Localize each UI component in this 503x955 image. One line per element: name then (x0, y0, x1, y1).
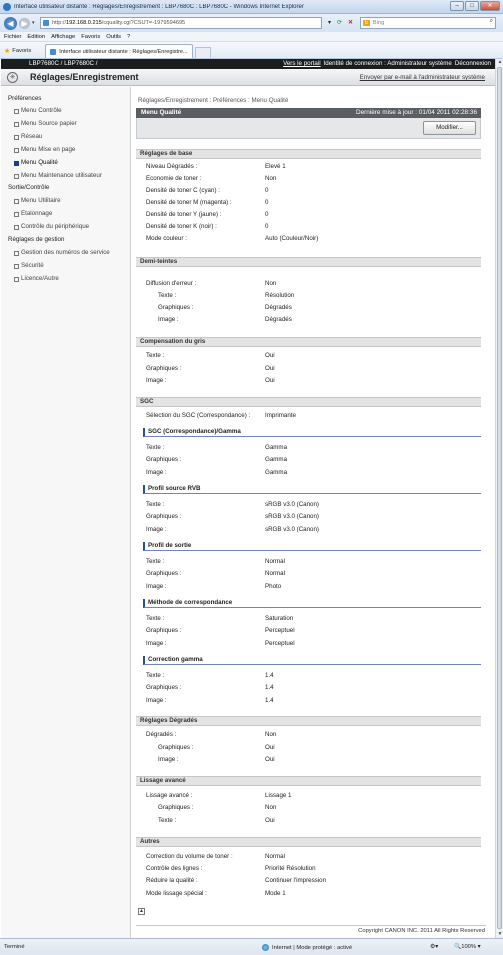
address-path: /cquality.cgi?CSUT=-1979594695 (101, 20, 186, 26)
favorites-label: Favoris (12, 48, 32, 54)
section-reglages-degrades: Réglages Dégradés (136, 716, 481, 726)
subsection-profil-source-rvb: Profil source RVB (143, 485, 481, 494)
sidebar (1, 87, 131, 938)
menu-help[interactable]: ? (127, 33, 131, 40)
row-value: Non (265, 804, 277, 811)
row-value: Gamma (265, 456, 288, 463)
subsection-correction-gamma: Correction gamma (143, 656, 481, 665)
row-value: Oui (265, 756, 275, 763)
row-value: 0 (265, 211, 269, 218)
row-label: Densité de toner M (magenta) : (146, 199, 232, 206)
row-value: 1.4 (265, 672, 274, 679)
row-value: Non (265, 731, 277, 738)
address-prefix: http:// (52, 20, 66, 26)
subsection-profil-sortie: Profil de sortie (143, 542, 481, 551)
sidebar-item-menu-utilitaire[interactable]: Menu Utilitaire (21, 197, 61, 204)
favorites-button[interactable] (4, 44, 31, 58)
row-label: Graphiques : (146, 513, 182, 520)
row-label: Image : (146, 640, 167, 647)
row-label: Texte : (146, 444, 165, 451)
row-value: Photo (265, 583, 282, 590)
sidebar-item-securite[interactable]: Sécurité (21, 262, 44, 269)
browser-tab[interactable] (45, 44, 193, 58)
section-autres: Autres (136, 837, 481, 847)
menu-bar (0, 32, 503, 42)
status-text: Terminé (4, 944, 25, 950)
row-value: Lissage 1 (265, 792, 292, 799)
address-dropdown-icon[interactable]: ▾ (328, 20, 332, 26)
row-label: Image : (158, 756, 179, 763)
row-label: Texte : (146, 672, 165, 679)
minimize-icon[interactable]: – (450, 1, 464, 11)
row-value: Gamma (265, 444, 288, 451)
row-value: Oui (265, 352, 275, 359)
maximize-icon[interactable]: □ (465, 1, 479, 11)
window-title: Interface utilisateur distante : Réglages/Enregistrement : LBP7680C : LBP7680C - Windows Internet Explorer (14, 3, 304, 10)
row-value: Normal (265, 570, 285, 577)
row-value: Non (265, 175, 277, 182)
row-label: Densité de toner K (noir) : (146, 223, 217, 230)
menu-tools[interactable]: Outils (106, 33, 122, 40)
tab-label: Interface utilisateur distante : Réglages/Enregistre... (59, 48, 188, 55)
subsection-methode-correspondance: Méthode de correspondance (143, 599, 481, 608)
sidebar-item-reseau[interactable]: Réseau (21, 133, 43, 140)
menu-edit[interactable]: Edition (27, 33, 46, 40)
section-sgc: SGC (136, 397, 481, 407)
row-label: Mode couleur : (146, 235, 187, 242)
sidebar-item-menu-maintenance[interactable]: Menu Maintenance utilisateur (21, 172, 102, 179)
portal-link[interactable]: Vers le portail (283, 60, 321, 67)
section-demi-teintes: Demi-teintes (136, 257, 481, 267)
row-value: Saturation (265, 615, 294, 622)
row-label: Densité de toner Y (jaune) : (146, 211, 222, 218)
sidebar-item-licence-autre[interactable]: Licence/Autre (21, 275, 59, 282)
scroll-up-icon[interactable]: ▲ (497, 59, 503, 65)
forward-button[interactable]: ▶ (19, 18, 30, 29)
row-label: Texte : (146, 501, 165, 508)
row-label: Graphiques : (146, 684, 182, 691)
row-label: Dégradés : (146, 731, 177, 738)
row-label: Texte : (146, 615, 165, 622)
modify-button[interactable]: Modifier... (423, 121, 476, 135)
sidebar-item-menu-qualite[interactable]: Menu Qualité (21, 159, 58, 166)
row-label: Image : (146, 583, 167, 590)
address-bar[interactable] (40, 17, 322, 29)
row-label: Image : (146, 526, 167, 533)
last-update: Dernière mise à jour : 01/04 2011 02:28:36 (355, 109, 477, 116)
row-label: Texte : (158, 292, 177, 299)
mail-admin-link[interactable]: Envoyer par e-mail à l'administrateur système (359, 74, 485, 81)
row-value: Résolution (265, 292, 295, 299)
row-label: Image : (146, 697, 167, 704)
row-label: Diffusion d'erreur : (146, 280, 197, 287)
row-label: Sélection du SGC (Correspondance) : (146, 412, 251, 419)
row-value: Normal (265, 558, 285, 565)
page-header (1, 69, 495, 86)
row-label: Réduire la qualité : (146, 877, 198, 884)
copyright: Copyright CANON INC. 2011 All Rights Reserved (358, 928, 485, 934)
section-compensation-gris: Compensation du gris (136, 337, 481, 347)
menu-view[interactable]: Affichage (51, 33, 76, 40)
star-icon: ★ (4, 48, 11, 55)
row-label: Graphiques : (146, 627, 182, 634)
row-label: Lissage avancé : (146, 792, 193, 799)
row-label: Graphiques : (146, 570, 182, 577)
security-zone-label: Internet | Mode protégé : activé (272, 944, 353, 951)
row-label: Densité de toner C (cyan) : (146, 187, 220, 194)
back-to-top-icon[interactable]: ▲ (139, 908, 144, 914)
row-label: Contrôle des lignes : (146, 865, 203, 872)
row-value: Mode 1 (265, 890, 286, 897)
scroll-down-icon[interactable]: ▼ (497, 931, 503, 937)
navigation-bar (0, 14, 503, 32)
row-value: Gamma (265, 469, 288, 476)
row-label: Mode lissage spécial : (146, 890, 207, 897)
globe-icon (262, 944, 269, 951)
row-label: Niveau Dégradés : (146, 163, 198, 170)
row-label: Economie de toner : (146, 175, 202, 182)
site-favicon-icon (43, 20, 49, 26)
panel-header (136, 108, 481, 118)
row-value: Perceptuel (265, 640, 295, 647)
search-placeholder: Bing (372, 20, 385, 26)
panel-toolbar (136, 118, 481, 139)
window-titlebar (0, 0, 503, 14)
row-value: 1.4 (265, 697, 274, 704)
row-label: Image : (158, 316, 179, 323)
row-label: Image : (146, 377, 167, 384)
row-value: sRGB v3.0 (Canon) (265, 526, 319, 533)
section-reglages-base: Réglages de base (136, 149, 481, 159)
login-identity: Identité de connexion : Administrateur système (323, 60, 452, 67)
subsection-sgc-gamma: SGC (Correspondance)/Gamma (143, 428, 481, 437)
sidebar-item-menu-controle[interactable]: Menu Contrôle (21, 107, 62, 114)
sidebar-group-sortie-controle: Sortie/Contrôle (8, 184, 50, 191)
bing-logo-icon: b (365, 20, 368, 26)
row-value: Normal (265, 853, 285, 860)
row-value: Perceptuel (265, 627, 295, 634)
address-host: 192.168.0.215 (66, 20, 102, 26)
device-model: LBP7680C / LBP7680C / (29, 60, 98, 67)
row-value: 0 (265, 187, 269, 194)
ie-logo-icon (3, 3, 11, 11)
sidebar-item-controle-peripherique[interactable]: Contrôle du périphérique (21, 223, 90, 230)
zoom-value: 100% (461, 944, 477, 950)
row-value: Oui (265, 744, 275, 751)
row-value: Imprimante (265, 412, 296, 419)
close-icon[interactable]: ✕ (480, 1, 500, 11)
sidebar-item-numeros-service[interactable]: Gestion des numéros de service (21, 249, 110, 256)
sidebar-item-etalonnage[interactable]: Etalonnage (21, 210, 53, 217)
row-value: 0 (265, 223, 269, 230)
footer-divider (136, 925, 486, 926)
sidebar-group-preferences: Préférences (8, 95, 42, 102)
row-label: Graphiques : (158, 304, 194, 311)
row-value: Oui (265, 365, 275, 372)
page-content (0, 59, 495, 938)
back-button[interactable]: ◀ (4, 17, 17, 30)
row-value: Priorité Résolution (265, 865, 316, 872)
panel-title: Menu Qualité (141, 109, 182, 116)
top-black-bar (1, 59, 495, 69)
row-label: Graphiques : (146, 456, 182, 463)
row-label: Graphiques : (158, 744, 194, 751)
security-zone[interactable] (262, 944, 352, 951)
favorites-bar (0, 42, 503, 59)
row-value: Oui (265, 817, 275, 824)
menu-file[interactable]: Fichier (4, 33, 22, 40)
logout-link[interactable]: Déconnexion (454, 60, 491, 67)
row-label: Texte : (146, 558, 165, 565)
row-value: Oui (265, 377, 275, 384)
scroll-thumb[interactable] (497, 67, 502, 929)
row-value: Elevé 1 (265, 163, 286, 170)
row-value: 1.4 (265, 684, 274, 691)
status-bar (0, 938, 503, 955)
menu-favorites[interactable]: Favoris (81, 33, 101, 40)
row-value: Dégradés (265, 304, 292, 311)
row-label: Correction du volume de toner : (146, 853, 233, 860)
row-value: Non (265, 280, 277, 287)
tab-favicon-icon (50, 49, 56, 55)
search-icon[interactable]: ⌕ (489, 18, 493, 24)
row-label: Texte : (146, 352, 165, 359)
main-content (136, 87, 484, 938)
row-label: Image : (146, 469, 167, 476)
sidebar-item-menu-mise-en-page[interactable]: Menu Mise en page (21, 146, 76, 153)
page-title: Réglages/Enregistrement (30, 72, 139, 82)
row-value: Auto (Couleur/Noir) (265, 235, 319, 242)
protected-mode-icon[interactable]: ⚙▾ (430, 944, 439, 950)
row-label: Graphiques : (158, 804, 194, 811)
row-value: sRGB v3.0 (Canon) (265, 501, 319, 508)
window-controls (450, 1, 500, 11)
new-tab-button[interactable] (195, 47, 211, 58)
sidebar-item-menu-source-papier[interactable]: Menu Source papier (21, 120, 77, 127)
history-dropdown-icon[interactable]: ▾ (32, 20, 35, 26)
row-value: sRGB v3.0 (Canon) (265, 513, 319, 520)
search-input[interactable] (360, 17, 496, 29)
refresh-icon[interactable]: ⟳ (337, 20, 343, 26)
vertical-scrollbar[interactable] (495, 59, 503, 938)
section-lissage-avance: Lissage avancé (136, 776, 481, 786)
address-actions (326, 17, 355, 29)
breadcrumb: Réglages/Enregistrement : Préférences : Menu Qualité (138, 97, 289, 104)
row-value: Continuer l'impression (265, 877, 327, 884)
sidebar-group-reglages-gestion: Réglages de gestion (8, 236, 65, 243)
row-value: Dégradés (265, 316, 292, 323)
settings-wheel-icon: ✳ (7, 72, 18, 83)
row-value: 0 (265, 199, 269, 206)
stop-icon[interactable]: ✕ (348, 20, 354, 26)
row-label: Texte : (158, 817, 177, 824)
row-label: Graphiques : (146, 365, 182, 372)
zoom-level[interactable]: 🔍100% ▾ (454, 944, 481, 950)
